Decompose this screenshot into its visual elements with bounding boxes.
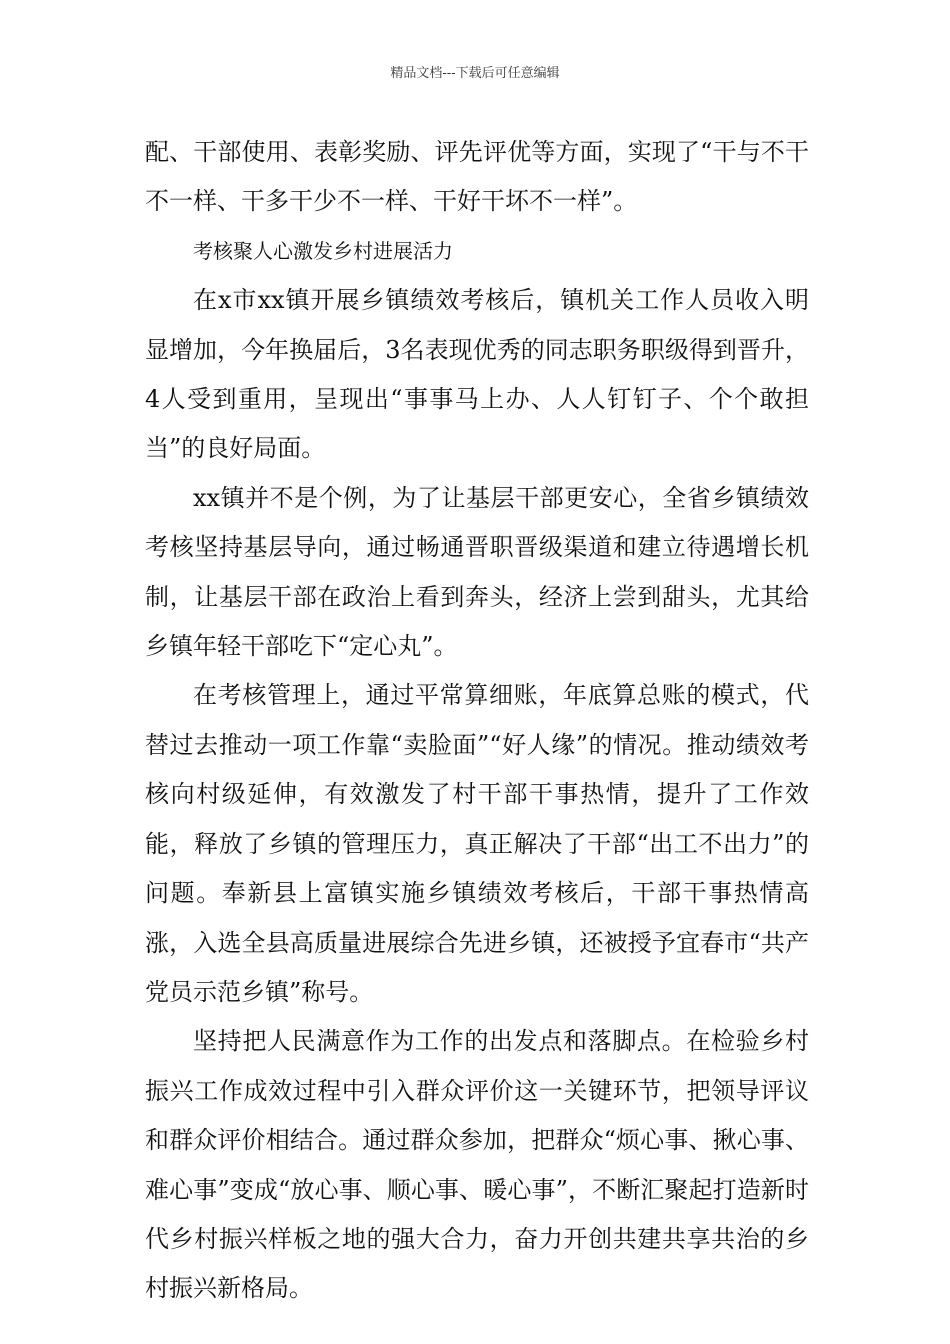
paragraph-continuation: 配、干部使用、表彰奖励、评先评优等方面，实现了“干与不干不一样、干多干少不一样、干好干坏不一样”。: [145, 138, 809, 216]
paragraph: 在考核管理上，通过平常算细账，年底算总账的模式，代替过去推动一项工作靠“卖脸面”“好人缘”的情况。推动绩效考核向村级延伸，有效激发了村干部干事热情，提升了工作效能，释放了乡镇的管理压力，真正解决了干部“出工不出力”的问题。奉新县上富镇实施乡镇绩效考核后，干部干事热情高涨，入选全县高质量进展综合先进乡镇，还被授予宜春市“共产党员示范乡镇”称号。: [145, 681, 809, 1006]
section-heading: 考核聚人心激发乡村进展活力: [193, 238, 453, 263]
paragraph: 坚持把人民满意作为工作的出发点和落脚点。在检验乡村振兴工作成效过程中引入群众评价这一关键环节，把领导评议和群众评价相结合。通过群众参加，把群众“烦心事、揪心事、难心事”变成“放心事、顺心事、暖心事”，不断汇聚起打造新时代乡村振兴样板之地的强大合力，奋力开创共建共享共治的乡村振兴新格局。: [145, 1027, 809, 1303]
paragraph: xx镇并不是个例，为了让基层干部更安心，全省乡镇绩效考核坚持基层导向，通过畅通晋职晋级渠道和建立待遇增长机制，让基层干部在政治上看到奔头，经济上尝到甜头，尤其给乡镇年轻干部吃下“定心丸”。: [145, 483, 809, 661]
document-body: [145, 128, 809, 1314]
paragraph: 在x市xx镇开展乡镇绩效考核后，镇机关工作人员收入明显增加，今年换届后，3名表现优秀的同志职务职级得到晋升，4人受到重用，呈现出“事事马上办、人人钉钉子、个个敢担当”的良好局面。: [145, 286, 809, 463]
page-header: 精品文档---下载后可任意编辑: [390, 66, 560, 81]
